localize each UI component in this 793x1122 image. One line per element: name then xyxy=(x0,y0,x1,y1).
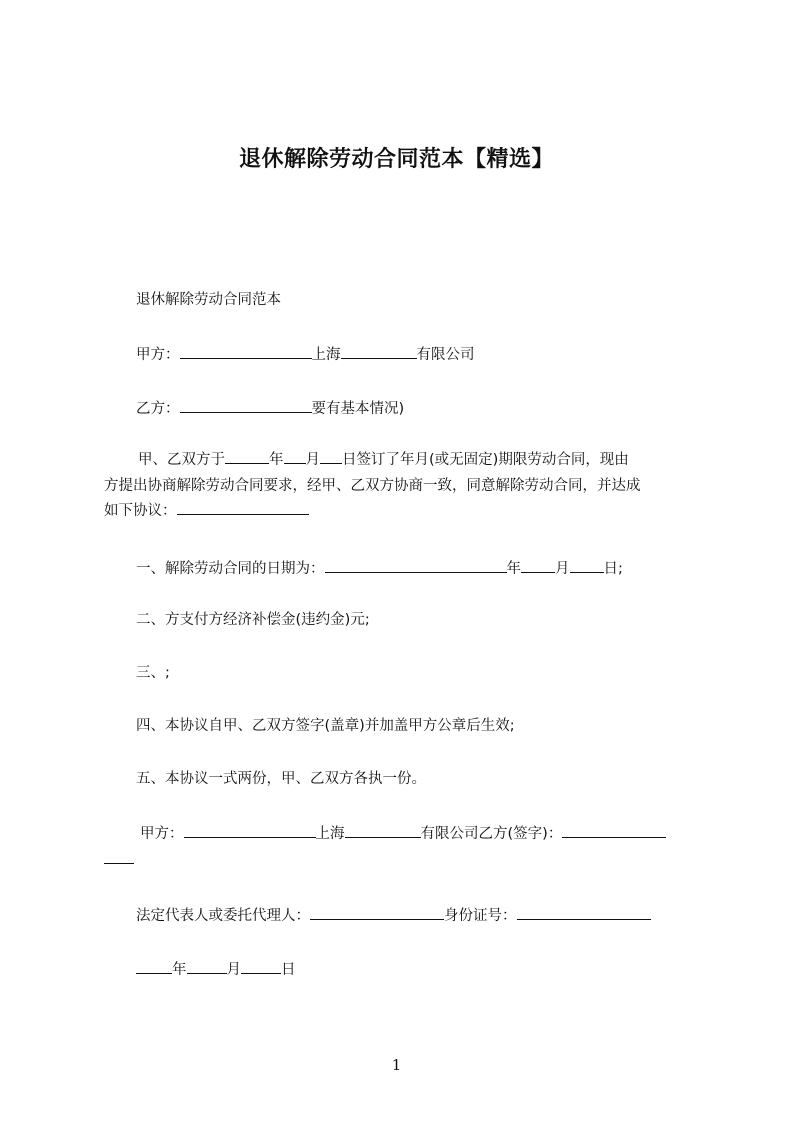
blank-line xyxy=(562,822,666,838)
blank-line xyxy=(136,958,172,974)
page-number: 1 xyxy=(391,1056,402,1074)
party-b-label: 乙方： xyxy=(136,401,180,417)
blank-line xyxy=(310,904,444,920)
signature-line-1: 甲方： 上海 有限公司乙方(签字)： xyxy=(104,822,704,848)
intro-line-3: 如下协议： xyxy=(104,499,704,525)
blank-line xyxy=(341,343,417,359)
intro-paragraph xyxy=(104,448,704,525)
party-a-line xyxy=(136,343,475,365)
intro-line-2: 方提出协商解除劳动合同要求，经甲、乙双方协商一致，同意解除劳动合同，并达成 xyxy=(104,477,641,494)
signature-line-2 xyxy=(104,848,704,874)
blank-line xyxy=(180,397,312,413)
party-a-suffix: 有限公司 xyxy=(416,347,475,363)
date-line: 年 月 日 xyxy=(136,958,296,980)
blank-line xyxy=(225,448,269,464)
clause-5: 五、本协议一式两份，甲、乙双方各执一份。 xyxy=(136,771,426,787)
party-b-suffix: 要有基本情况) xyxy=(311,401,405,417)
blank-line xyxy=(180,343,312,359)
blank-line xyxy=(284,448,306,464)
party-b-line xyxy=(136,397,404,419)
party-a-city: 上海 xyxy=(311,347,341,363)
signature-paragraph xyxy=(104,822,704,873)
blank-line xyxy=(570,557,604,573)
blank-line xyxy=(320,448,342,464)
clause-1: 一、解除劳动合同的日期为： 年 月 日; xyxy=(136,557,623,579)
document-title: 退休解除劳动合同范本【精选】 xyxy=(238,147,554,172)
blank-line xyxy=(187,958,227,974)
representative-line: 法定代表人或委托代理人： 身份证号： xyxy=(136,904,651,926)
blank-line xyxy=(521,557,555,573)
blank-line xyxy=(517,904,651,920)
clause-4: 四、本协议自甲、乙双方签字(盖章)并加盖甲方公章后生效; xyxy=(136,718,515,734)
document-subtitle: 退休解除劳动合同范本 xyxy=(136,292,281,308)
blank-line xyxy=(177,499,309,515)
clause-2: 二、方支付方经济补偿金(违约金)元; xyxy=(136,612,370,628)
party-a-label: 甲方： xyxy=(136,347,180,363)
intro-line-1: 甲、乙双方于 年 月 日签订了年月(或无固定)期限劳动合同，现由 xyxy=(104,448,704,474)
blank-line xyxy=(241,958,281,974)
blank-line xyxy=(184,822,316,838)
blank-line xyxy=(104,848,134,864)
blank-line xyxy=(325,557,507,573)
clause-3: 三、; xyxy=(136,665,170,681)
blank-line xyxy=(345,822,421,838)
